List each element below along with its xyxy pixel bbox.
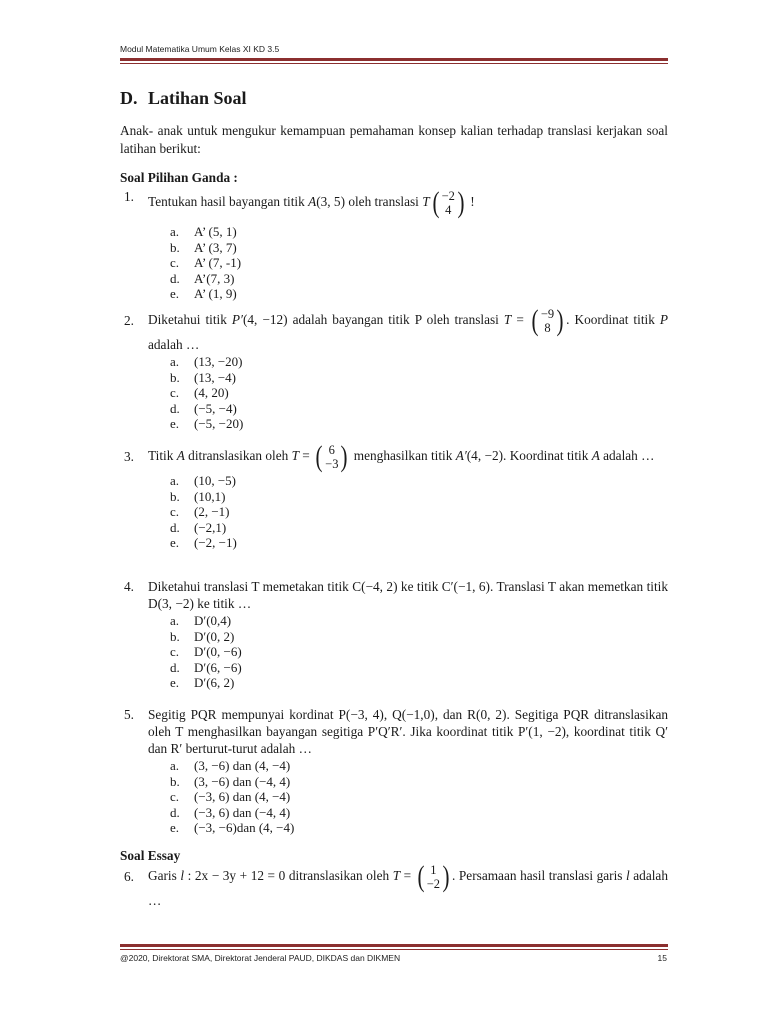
options-list bbox=[148, 473, 668, 551]
question-number: 3. bbox=[124, 449, 134, 464]
option-b[interactable]: b. (13, −4) bbox=[170, 369, 236, 385]
option-b[interactable]: b. (3, −6) dan (−4, 4) bbox=[170, 773, 291, 789]
multiple-choice-heading: Soal Pilihan Ganda : bbox=[120, 170, 238, 185]
option-e[interactable]: e. (−2, −1) bbox=[170, 535, 237, 551]
question-stem: Diketahui titik P′(4, −12) adalah bayangan titik P oleh translasi T = ( −9 8 ) . Koordinat titik P adalah … bbox=[148, 304, 668, 352]
option-e[interactable]: e. (−3, −6)dan (4, −4) bbox=[170, 820, 295, 836]
question-stem: Titik A ditranslasikan oleh T = ( 6 −3 ) menghasilkan titik A′(4, −2). Koordinat titik A adalah … bbox=[148, 440, 655, 473]
option-d[interactable]: d. D′(6, −6) bbox=[170, 659, 242, 675]
question-2 bbox=[120, 306, 668, 432]
translation-vector: ( 6 −3 ) bbox=[315, 440, 348, 473]
option-a[interactable]: a. D′(0,4) bbox=[170, 613, 232, 628]
options-list bbox=[148, 224, 668, 302]
option-d[interactable]: d. (−5, −4) bbox=[170, 400, 237, 416]
section-letter: D. bbox=[120, 88, 138, 108]
header-rule-thin bbox=[120, 63, 668, 64]
option-a[interactable]: a. (10, −5) bbox=[170, 473, 236, 488]
page-number: 15 bbox=[657, 953, 667, 963]
question-number: 2. bbox=[124, 313, 134, 328]
question-6 bbox=[120, 862, 668, 909]
footer-copyright: @2020, Direktorat SMA, Direktorat Jenderal PAUD, DIKDAS dan DIKMEN bbox=[120, 953, 401, 963]
question-number: 4. bbox=[124, 579, 134, 594]
option-a[interactable]: a. A’ (5, 1) bbox=[170, 224, 237, 239]
option-d[interactable]: d. A’(7, 3) bbox=[170, 270, 235, 286]
question-stem: Diketahui translasi T memetakan titik C(−4, 2) ke titik C′(−1, 6). Translasi T akan memetkan titik D(3, −2) ke titik … bbox=[148, 579, 668, 611]
translation-vector: ( −2 4 ) bbox=[432, 186, 465, 219]
question-5 bbox=[120, 706, 668, 836]
option-c[interactable]: c. A’ (7, -1) bbox=[170, 255, 242, 271]
section-title bbox=[120, 88, 247, 109]
question-stem: Segitig PQR mempunyai kordinat P(−3, 4), Q(−1,0), dan R(0, 2). Segitiga PQR ditranslasikan oleh T menghasilkan bayangan segitiga P′Q′R′. Jika koordinat titik P′(1, −2), koordinat titik Q′ dan R′ berturut-turut adalah … bbox=[148, 707, 668, 756]
question-stem: Tentukan hasil bayangan titik A(3, 5) oleh translasi T ( −2 4 ) ! bbox=[148, 186, 475, 219]
option-e[interactable]: e. (−5, −20) bbox=[170, 416, 244, 432]
translation-vector: ( 1 −2 ) bbox=[417, 860, 450, 893]
option-c[interactable]: c. (4, 20) bbox=[170, 385, 229, 401]
question-3 bbox=[120, 442, 668, 551]
option-c[interactable]: c. (2, −1) bbox=[170, 504, 230, 520]
option-b[interactable]: b. A’ (3, 7) bbox=[170, 239, 237, 255]
option-b[interactable]: b. D′(0, 2) bbox=[170, 628, 235, 644]
option-d[interactable]: d. (−3, 6) dan (−4, 4) bbox=[170, 804, 291, 820]
question-number: 5. bbox=[124, 707, 134, 722]
options-list bbox=[148, 758, 668, 836]
page-header-title: Modul Matematika Umum Kelas XI KD 3.5 bbox=[120, 44, 280, 54]
translation-vector: ( −9 8 ) bbox=[531, 304, 564, 337]
options-list bbox=[148, 613, 668, 691]
question-1 bbox=[120, 188, 668, 302]
option-a[interactable]: a. (13, −20) bbox=[170, 354, 243, 369]
option-d[interactable]: d. (−2,1) bbox=[170, 519, 227, 535]
options-list bbox=[148, 354, 668, 432]
footer-rule bbox=[120, 944, 668, 947]
intro-paragraph: Anak- anak untuk mengukur kemampuan pemahaman konsep kalian terhadap translasi kerjakan soal latihan berikut: bbox=[120, 123, 668, 156]
essay-heading: Soal Essay bbox=[120, 848, 181, 863]
option-e[interactable]: e. A’ (1, 9) bbox=[170, 286, 237, 302]
footer-rule-thin bbox=[120, 949, 668, 950]
option-e[interactable]: e. D′(6, 2) bbox=[170, 675, 235, 691]
question-number: 6. bbox=[124, 869, 134, 884]
option-a[interactable]: a. (3, −6) dan (4, −4) bbox=[170, 758, 291, 773]
option-c[interactable]: c. D′(0, −6) bbox=[170, 644, 242, 660]
question-4 bbox=[120, 578, 668, 691]
header-rule bbox=[120, 58, 668, 61]
section-title-text: Latihan Soal bbox=[148, 88, 247, 108]
question-number: 1. bbox=[124, 189, 134, 204]
question-stem: Garis l : 2x − 3y + 12 = 0 ditranslasikan oleh T = ( 1 −2 ) . Persamaan hasil translasi garis l adalah … bbox=[148, 860, 668, 908]
option-c[interactable]: c. (−3, 6) dan (4, −4) bbox=[170, 789, 291, 805]
option-b[interactable]: b. (10,1) bbox=[170, 488, 226, 504]
